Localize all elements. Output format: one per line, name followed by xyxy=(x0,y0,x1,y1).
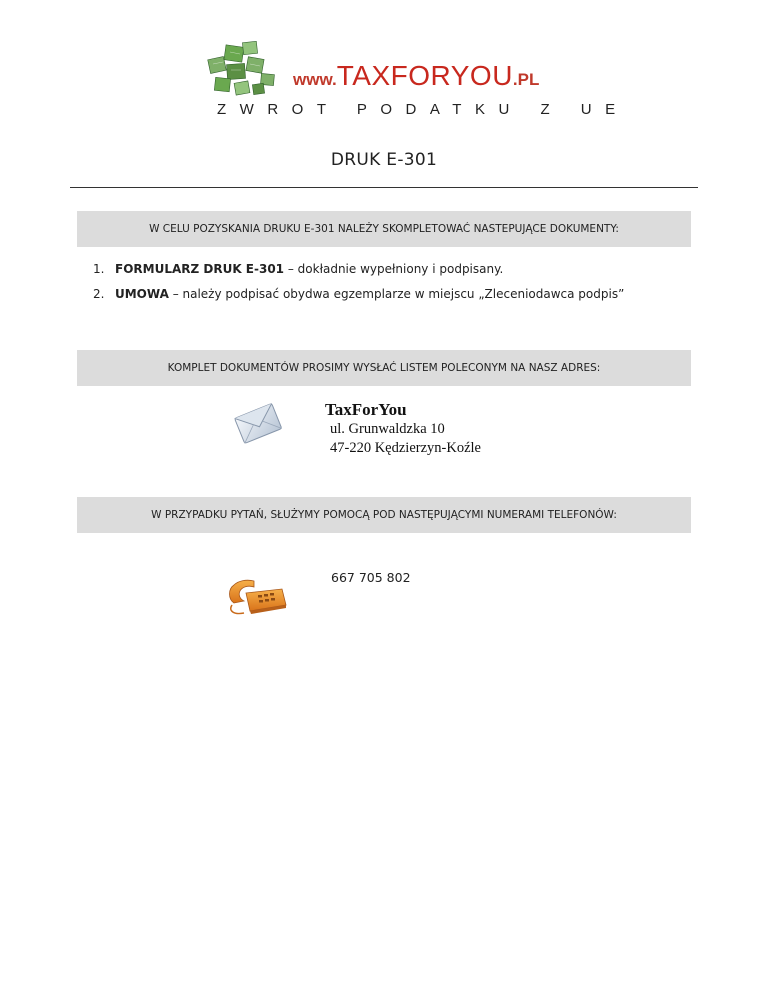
logo-brand: TAXFORYOU xyxy=(336,60,513,91)
section-heading-contact: W PRZYPADKU PYTAŃ, SŁUŻYMY POMOCĄ POD NASTĘPUJĄCYMI NUMERAMI TELEFONÓW: xyxy=(77,497,691,533)
list-item-description: – należy podpisać obydwa egzemplarze w miejscu „Zleceniodawca podpis” xyxy=(168,287,625,301)
postal-address xyxy=(325,400,481,458)
address-company: TaxForYou xyxy=(325,400,407,419)
logo-pl: .PL xyxy=(512,70,540,89)
page-title: DRUK E-301 xyxy=(330,150,438,170)
list-item-description: – dokładnie wypełniony i podpisany. xyxy=(284,262,504,276)
title-divider xyxy=(70,187,698,188)
envelope-icon xyxy=(232,400,284,446)
list-item xyxy=(93,287,624,312)
telephone-icon xyxy=(224,573,288,617)
address-street: ul. Grunwaldzka 10 xyxy=(330,421,445,437)
section-heading-documents: W CELU POZYSKANIA DRUKU E-301 NALEŻY SKOMPLETOWAĆ NASTEPUJĄCE DOKUMENTY: xyxy=(77,211,691,247)
list-number: 2. xyxy=(93,287,105,301)
list-item-title: UMOWA xyxy=(115,287,169,301)
logo xyxy=(205,40,629,120)
list-item xyxy=(93,262,624,287)
money-cubes-icon xyxy=(205,40,295,100)
logo-tagline: ZWROT PODATKU Z UE xyxy=(217,101,629,118)
logo-www: www. xyxy=(293,70,337,89)
logo-wordmark xyxy=(293,60,539,92)
list-item-title: FORMULARZ DRUK E-301 xyxy=(115,262,285,276)
phone-number: 667 705 802 xyxy=(331,570,411,585)
document-list xyxy=(93,262,624,312)
list-number: 1. xyxy=(93,262,105,276)
address-city: 47-220 Kędzierzyn-Koźle xyxy=(330,440,481,456)
section-heading-address: KOMPLET DOKUMENTÓW PROSIMY WYSŁAĆ LISTEM POLECONYM NA NASZ ADRES: xyxy=(77,350,691,386)
